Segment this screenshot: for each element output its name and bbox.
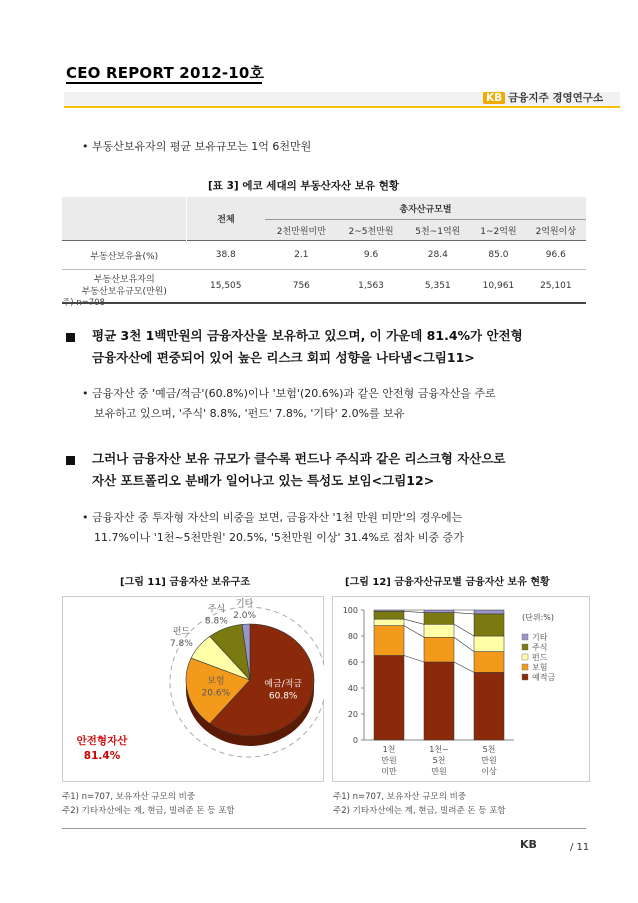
fig12-note1: 주1) n=707, 보유자산 규모의 비중 [333,792,467,802]
section1-sub-line2: 보유하고 있으며, '주식' 8.8%, '펀드' 7.8%, '기타' 2.0%를 보유 [94,407,405,420]
x-tick-label: 만원 [481,756,497,765]
square-bullet [66,456,75,465]
x-tick-label: 1천~ [429,745,449,754]
table-note: 주) n=708 [62,298,105,308]
section2-sub-line1: • 금융자산 중 투자형 자산의 비중을 보면, 금융자산 '1천 만원 미만'의 경우에는 [82,511,463,524]
y-tick-label: 60 [347,658,358,667]
pie-label-value: 7.8% [169,638,193,649]
cell: 28.4 [404,241,471,270]
cell: 96.6 [526,241,586,270]
header-accent-line [64,106,620,108]
group-header: 총자산규모별 [265,197,586,220]
bar-segment-2 [424,624,454,637]
bar-segment-0 [474,672,504,740]
x-tick-label: 이상 [481,767,497,776]
section1-line1: 평균 3천 1백만원의 금융자산을 보유하고 있으며, 이 가운데 81.4%가 안전형 [92,328,523,343]
legend-swatch [522,634,528,640]
unit-label: (단위:%) [522,613,554,622]
section2-line2: 자산 포트폴리오 분배가 일어나고 있는 특성도 보임<그림12> [92,473,435,488]
bar-segment-1 [424,637,454,662]
section1-sub-line1: • 금융자산 중 '예금/적금'(60.8%)이나 '보험'(20.6%)과 같은 안전형 금융자산을 주로 [82,387,496,400]
pie-label-value: 20.6% [201,688,231,699]
bar-segment-4 [374,610,404,611]
legend-swatch [522,654,528,660]
bar-segment-2 [474,636,504,652]
cell: 38.8 [187,241,266,270]
legend-label: 보험 [532,663,548,672]
bar-segment-2 [374,619,404,626]
square-bullet [66,333,75,342]
cell: 2.1 [265,241,338,270]
pie-label-name: 주식 [207,604,226,615]
fig11-pie-chart [62,596,324,782]
kb-logo [483,90,603,105]
bar-segment-0 [424,662,454,740]
y-tick-label: 80 [347,632,358,641]
bar-bars [374,610,504,740]
pie-label-name: 기타 [235,599,254,610]
fig12-stacked-bar-chart [332,596,590,782]
col-header: 2천만원미만 [265,220,338,241]
pie-label-name: 보험 [207,676,225,687]
x-tick-label: 만원 [381,756,397,765]
fig12-caption: [그림 12] 금융자산규모별 금융자산 보유 현황 [345,577,550,588]
x-tick-label: 1천 [382,745,396,754]
legend-swatch [522,664,528,670]
x-tick-label: 미만 [381,767,397,776]
safe-asset-label: 안전형자산 [76,735,128,747]
fig11-note2: 주2) 기타자산에는 계, 현금, 빌려준 돈 등 포함 [62,806,235,816]
y-tick-label: 0 [352,736,358,745]
cell: 25,101 [526,270,586,304]
legend-swatch [522,644,528,650]
pie-label-value: 60.8% [268,691,298,702]
cell: 9.6 [338,241,405,270]
col-header: 2~5천만원 [338,220,405,241]
col-header: 1~2억원 [471,220,525,241]
bar-segment-1 [474,652,504,673]
row-label: 부동산보유율(%) [62,241,187,270]
safe-asset-value: 81.4% [83,750,121,762]
x-tick-label: 5천 [482,745,496,754]
section1-line2: 금융자산에 편중되어 있어 높은 리스크 회피 성향을 나타냄<그림11> [92,350,475,365]
table-row [62,270,586,304]
bar-segment-3 [374,611,404,619]
legend-label: 주식 [532,643,548,652]
pie-label-name: 예금/적금 [264,679,303,690]
fig11-note1: 주1) n=707, 보유자산 규모의 비중 [62,792,196,802]
y-tick-label: 100 [342,606,358,615]
y-tick-label: 40 [347,684,358,693]
cell: 15,505 [187,270,266,304]
kb-logo-text: 금융지주 경영연구소 [508,92,604,104]
legend-label: 기타 [532,633,548,642]
bar-segment-4 [474,610,504,614]
table-row [62,241,586,270]
bar-segment-3 [424,613,454,625]
row-label-line1: 부동산보유자의 [93,275,155,285]
fig11-caption: [그림 11] 금융자산 보유구조 [120,577,251,588]
chart-frame [333,597,590,782]
legend-label: 펀드 [532,653,548,662]
bar-segment-3 [474,614,504,636]
bar-segment-1 [374,626,404,656]
real-estate-table [62,197,586,304]
fig12-note2: 주2) 기타자산에는 계, 현금, 빌려준 돈 등 포함 [333,806,506,816]
col-header: 2억원이상 [526,220,586,241]
bar-segment-0 [374,656,404,741]
col-header: 5천~1억원 [404,220,471,241]
cell: 1,563 [338,270,405,304]
bar-segment-4 [424,610,454,613]
y-tick-label: 20 [347,710,358,719]
title-underline [66,82,262,84]
section2-line1: 그러나 금융자산 보유 규모가 클수록 펀드나 주식과 같은 리스크형 자산으로 [92,451,506,466]
row-label-line2: 부동산보유규모(만원) [81,287,167,297]
legend-label: 예적금 [532,673,556,682]
pie-label-value: 8.8% [204,616,228,627]
cell: 10,961 [471,270,525,304]
table-corner [62,197,187,241]
pie-label-name: 펀드 [172,626,191,637]
bullet-real-estate: • 부동산보유자의 평균 보유규모는 1억 6천만원 [82,140,312,153]
total-header: 전체 [187,197,266,241]
footer-kb-logo: KB [520,838,537,851]
cell: 85.0 [471,241,525,270]
footer-line [62,828,586,829]
table-caption: [표 3] 에코 세대의 부동산자산 보유 현황 [208,180,399,192]
x-tick-label: 만원 [431,767,447,776]
kb-logo-mark: KB [483,92,505,104]
cell: 5,351 [404,270,471,304]
legend-swatch [522,674,528,680]
pie-label-value: 2.0% [233,611,257,622]
section2-sub-line2: 11.7%이나 '1천~5천만원' 20.5%, '5천만원 이상' 31.4%로 점차 비중 증가 [94,531,464,544]
report-title: CEO REPORT 2012-10호 [66,64,265,82]
cell: 756 [265,270,338,304]
page-number: / 11 [570,842,590,853]
x-tick-label: 5천 [432,756,446,765]
